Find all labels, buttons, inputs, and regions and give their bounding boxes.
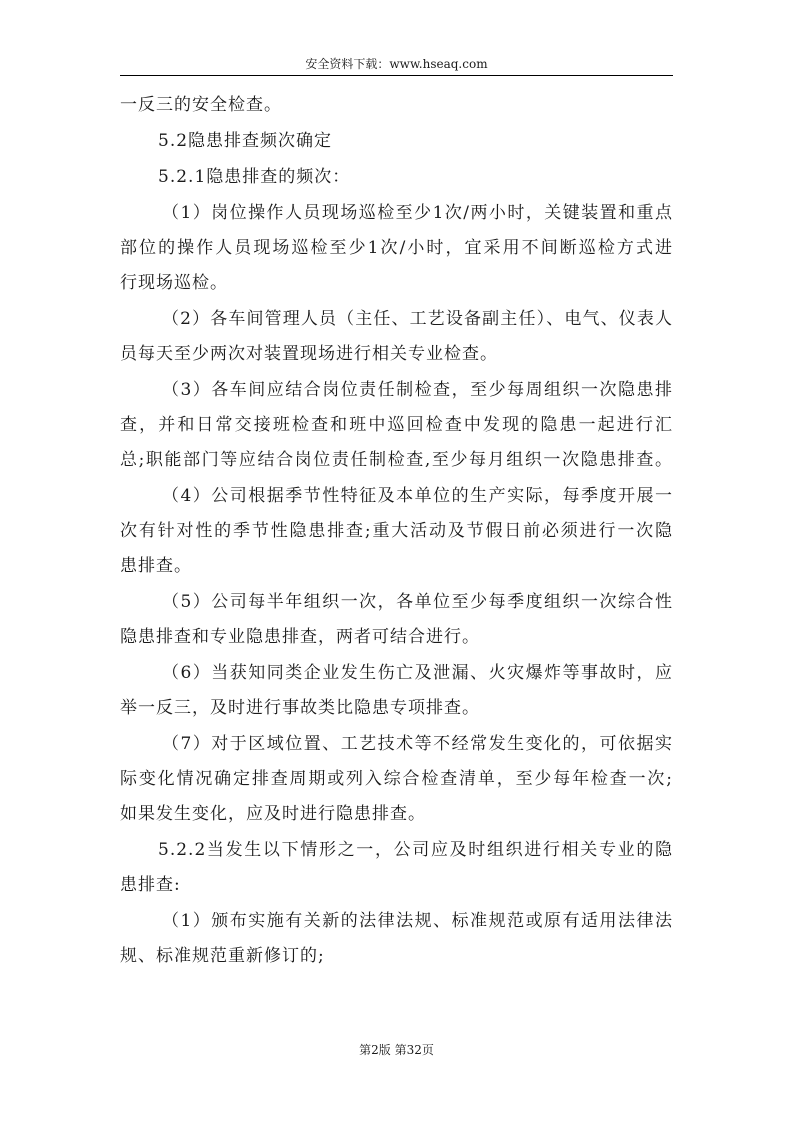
page-footer <box>0 1041 793 1059</box>
paragraph-line: （7）对于区域位置、工艺技术等不经常发生变化的，可依据实 <box>162 734 673 754</box>
paragraph-line: （3）各车间应结合岗位责任制检查，至少每周组织一次隐患排 <box>162 380 673 400</box>
paragraph-line: 隐患排查和专业隐患排查，两者可结合进行。 <box>120 627 480 647</box>
paragraph-line: 次有针对性的季节性隐患排查;重大活动及节假日前必须进行一次隐 <box>120 521 673 541</box>
paragraph-line: （1）岗位操作人员现场巡检至少1次/两小时，关键装置和重点 <box>162 203 673 223</box>
paragraph-line: （6）当获知同类企业发生伤亡及泄漏、火灾爆炸等事故时，应 <box>162 663 673 683</box>
paragraph-line: 际变化情况确定排查周期或列入综合检查清单，至少每年检查一次; <box>120 769 673 789</box>
paragraph-line: 患排查: <box>120 875 181 895</box>
subsection-heading-5-2-2: 5.2.2当发生以下情形之一，公司应及时组织进行相关专业的隐 <box>158 840 673 860</box>
page-number: 第2版 第32页 <box>359 1043 434 1057</box>
paragraph-line: （2）各车间管理人员（主任、工艺设备副主任）、电气、仪表人 <box>162 309 673 329</box>
header-text: 安全资料下载：www.hseaq.com <box>305 57 488 71</box>
subsection-heading-5-2-1: 5.2.1隐患排查的频次： <box>158 167 351 187</box>
paragraph-line: 员每天至少两次对装置现场进行相关专业检查。 <box>120 344 498 364</box>
paragraph-line: （1）颁布实施有关新的法律法规、标准规范或原有适用法律法 <box>162 911 673 931</box>
paragraph-line: （4）公司根据季节性特征及本单位的生产实际，每季度开展一 <box>162 486 673 506</box>
paragraph-line: 查，并和日常交接班检查和班中巡回检查中发现的隐患一起进行汇 <box>120 415 673 435</box>
paragraph-line: 患排查。 <box>120 556 192 576</box>
document-body <box>120 92 673 970</box>
paragraph-line: 如果发生变化，应及时进行隐患排查。 <box>120 804 426 824</box>
paragraph-line: 一反三的安全检查。 <box>120 95 282 115</box>
paragraph-line: 规、标准规范重新修订的; <box>120 946 325 966</box>
paragraph-line: 部位的操作人员现场巡检至少1次/小时，宜采用不间断巡检方式进 <box>120 238 673 258</box>
paragraph-line: 举一反三，及时进行事故类比隐患专项排查。 <box>120 698 480 718</box>
paragraph-line: （5）公司每半年组织一次，各单位至少每季度组织一次综合性 <box>162 592 673 612</box>
section-heading-5-2: 5.2隐患排查频次确定 <box>158 131 333 151</box>
paragraph-line: 行现场巡检。 <box>120 273 228 293</box>
paragraph-line: 总;职能部门等应结合岗位责任制检查,至少每月组织一次隐患排查。 <box>120 450 673 470</box>
page-header <box>120 55 673 76</box>
